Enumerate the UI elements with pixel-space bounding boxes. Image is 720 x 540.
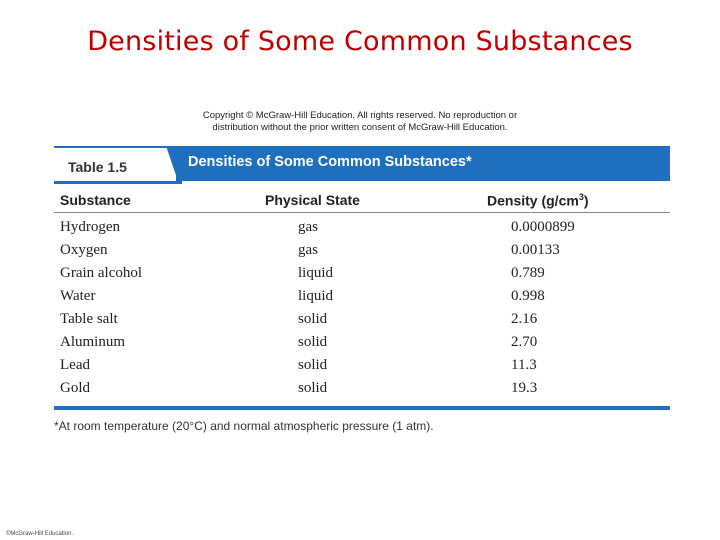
table-row (54, 217, 670, 240)
column-headers (54, 186, 670, 213)
table-row (54, 240, 670, 263)
cell-density: 11.3 (511, 357, 537, 373)
table-row (54, 355, 670, 378)
cell-density: 2.16 (511, 311, 538, 327)
table-row (54, 286, 670, 309)
column-header-density (487, 192, 589, 209)
density-table (54, 146, 670, 410)
cell-state: liquid (298, 288, 334, 304)
cell-state: solid (298, 334, 328, 350)
cell-state: gas (298, 242, 318, 258)
cell-substance: Table salt (60, 311, 118, 327)
cell-state: solid (298, 357, 328, 373)
cell-density: 0.0000899 (511, 219, 575, 235)
cell-state: solid (298, 311, 328, 327)
table-body (54, 213, 670, 401)
cell-density: 19.3 (511, 380, 538, 396)
table-header-band (54, 146, 670, 186)
cell-state: liquid (298, 265, 334, 281)
cell-density: 0.00133 (511, 242, 560, 258)
credit-line: ©McGraw-Hill Education. (6, 531, 74, 537)
table-bottom-rule (54, 406, 670, 410)
cell-substance: Lead (60, 357, 90, 373)
cell-state: solid (298, 380, 328, 396)
column-header-state: Physical State (265, 192, 360, 208)
slide-title: Densities of Some Common Substances (87, 26, 633, 57)
table-row (54, 263, 670, 286)
cell-substance: Grain alcohol (60, 265, 143, 281)
cell-substance: Aluminum (60, 334, 126, 350)
cell-density: 0.998 (511, 288, 545, 304)
table-row (54, 332, 670, 355)
cell-substance: Hydrogen (60, 219, 120, 235)
table-label: Table 1.5 (68, 159, 127, 175)
cell-state: gas (298, 219, 318, 235)
cell-density: 0.789 (511, 265, 545, 281)
cell-density: 2.70 (511, 334, 538, 350)
density-header-exponent: 3 (578, 192, 584, 202)
cell-substance: Water (60, 288, 96, 304)
table-row (54, 309, 670, 332)
table-heading: Densities of Some Common Substances* (188, 154, 472, 170)
cell-substance: Oxygen (60, 242, 108, 258)
table-footnote: *At room temperature (20°C) and normal atmospheric pressure (1 atm). (54, 419, 434, 433)
column-header-substance: Substance (60, 192, 131, 208)
density-header-suffix: ) (583, 192, 589, 209)
copyright-notice: Copyright © McGraw-Hill Education. All rights reserved. No reproduction or distribution without the prior written consent of McGraw-Hill Education. (202, 110, 518, 133)
table-row (54, 378, 670, 401)
cell-substance: Gold (60, 380, 90, 396)
density-header-prefix: Density (g/cm (487, 192, 579, 209)
